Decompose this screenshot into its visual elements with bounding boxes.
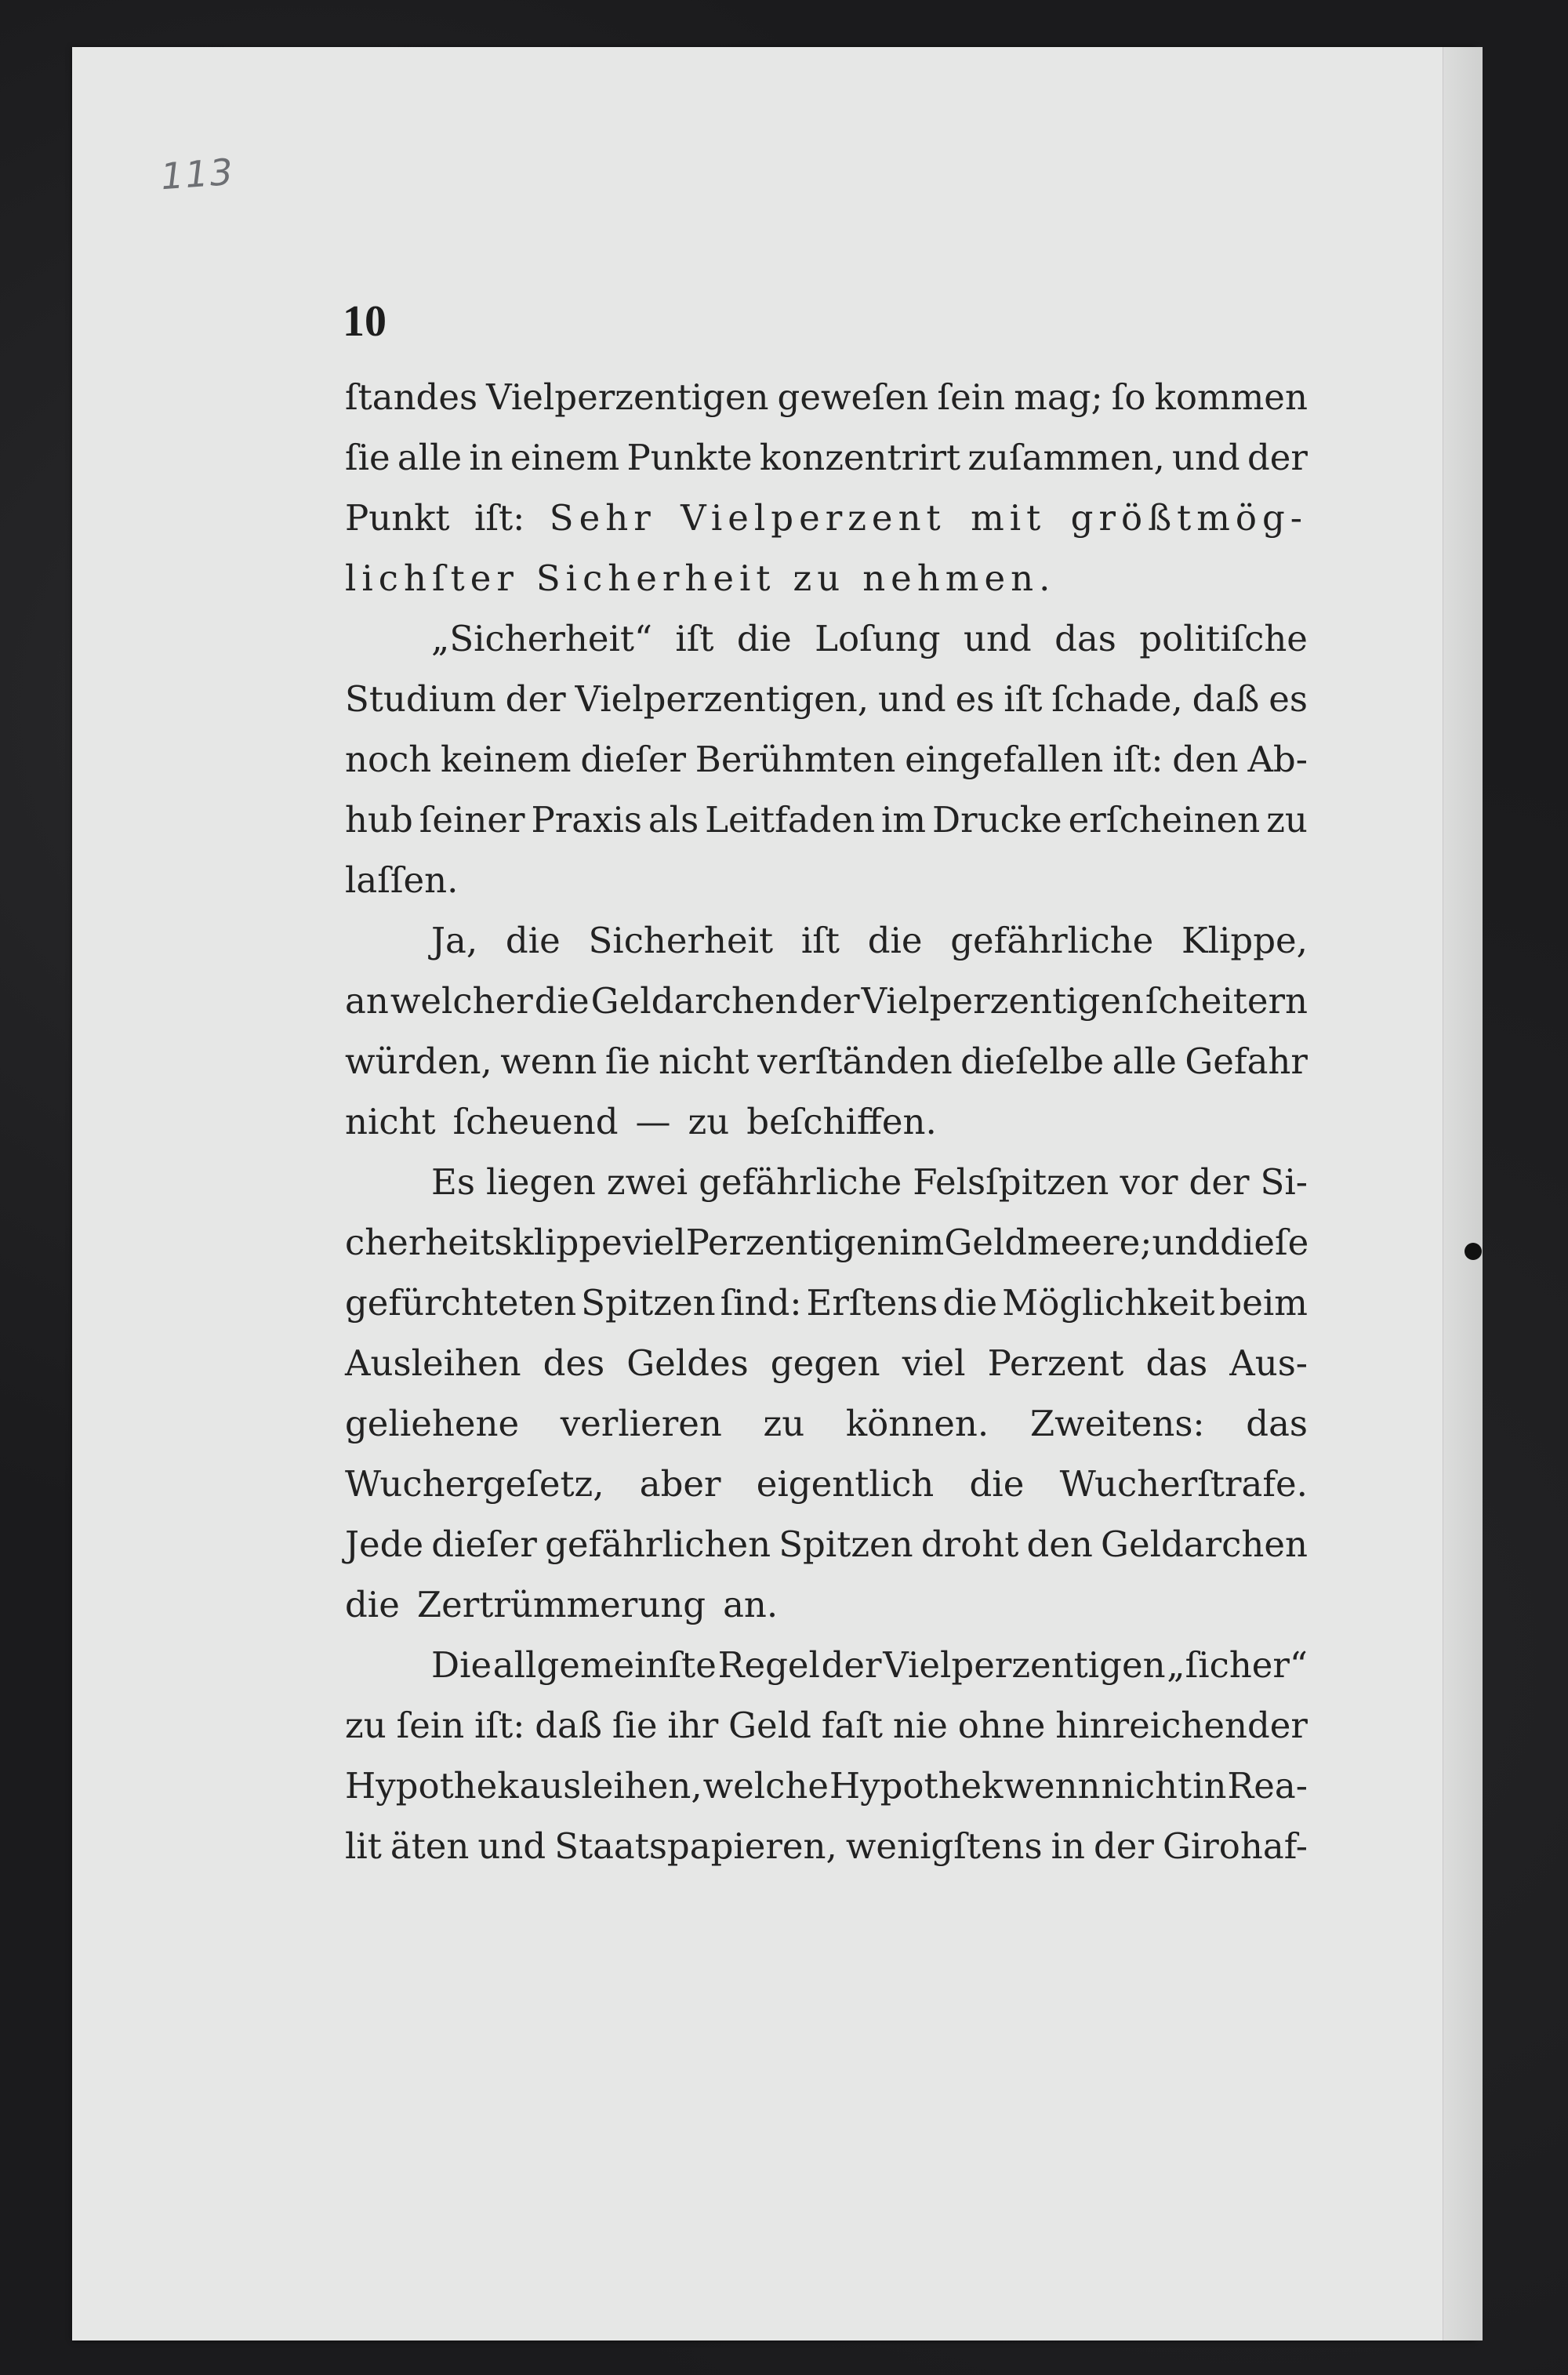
word: Regel — [717, 1644, 820, 1686]
word: die — [345, 1584, 400, 1625]
word: keinem — [441, 739, 572, 780]
word: Jede — [345, 1523, 424, 1565]
word: welcher — [390, 980, 533, 1022]
word: gefürchteten — [345, 1282, 577, 1324]
word: der — [1247, 437, 1308, 478]
word: der — [821, 1644, 882, 1686]
word: Staatspapieren, — [554, 1825, 837, 1867]
word: der — [505, 678, 566, 720]
text-line — [345, 1635, 1308, 1695]
word: Ausleihen — [345, 1342, 521, 1384]
word: Wucherſtrafe. — [1059, 1463, 1308, 1505]
word: des — [543, 1342, 605, 1384]
word: nicht — [345, 1101, 436, 1142]
word: Sicherheit — [535, 557, 776, 599]
word: die — [534, 980, 590, 1022]
word: Zweitens: — [1029, 1403, 1205, 1444]
word: ſie — [345, 437, 390, 478]
word: Geldes — [626, 1342, 749, 1384]
word: wenn — [1004, 1765, 1101, 1807]
binding-hole — [1465, 1243, 1482, 1260]
word: cherheitsklippe — [345, 1222, 622, 1263]
word: ſein — [937, 376, 1006, 418]
word: das — [1054, 618, 1116, 659]
word: ſcheuend — [452, 1101, 619, 1142]
handwritten-folio-number: 113 — [159, 150, 236, 198]
word: dieſer — [431, 1523, 537, 1565]
text-line — [345, 1756, 1308, 1816]
word: und — [1171, 437, 1240, 478]
text-line — [345, 367, 1308, 427]
word: alle — [397, 437, 463, 478]
text-line — [345, 1212, 1308, 1273]
text-line — [345, 1152, 1308, 1212]
word: Aus- — [1229, 1342, 1308, 1384]
word: nicht — [659, 1040, 750, 1082]
word: im — [899, 1222, 945, 1263]
word: Punkte — [626, 437, 753, 478]
word: an. — [723, 1584, 779, 1625]
word: ſein — [396, 1705, 465, 1746]
word: droht — [920, 1523, 1019, 1565]
word: Möglichkeit — [1002, 1282, 1215, 1324]
body-text — [345, 367, 1308, 1876]
word: Klippe, — [1181, 920, 1308, 961]
word: Sicherheit — [588, 920, 774, 961]
word: und — [877, 678, 946, 720]
word: hinreichender — [1055, 1705, 1308, 1746]
word: iſt — [800, 920, 840, 961]
word: die — [505, 920, 561, 961]
word: beim — [1219, 1282, 1308, 1324]
word: das — [1246, 1403, 1308, 1444]
word: größtmög- — [1070, 497, 1308, 539]
word: Spitzen — [581, 1282, 716, 1324]
text-line — [345, 790, 1308, 850]
word: lit — [345, 1825, 382, 1867]
word: äten — [390, 1825, 470, 1867]
word: zu — [1266, 799, 1308, 841]
word: in — [469, 437, 503, 478]
word: Si- — [1260, 1161, 1308, 1203]
word: zu — [763, 1403, 805, 1444]
text-line — [345, 608, 1308, 669]
page-number: 10 — [343, 297, 387, 346]
word: der — [1189, 1161, 1250, 1203]
word: es — [955, 678, 995, 720]
word: Ab- — [1247, 739, 1308, 780]
text-line — [345, 971, 1308, 1031]
word: den — [1026, 1523, 1093, 1565]
word: und — [477, 1825, 546, 1867]
word: gefährlichen — [545, 1523, 771, 1565]
word: ausleihen, — [519, 1765, 702, 1807]
word: daß — [1192, 678, 1260, 720]
word: liegen — [486, 1161, 596, 1203]
word: faſt — [821, 1705, 883, 1746]
word: die — [969, 1463, 1025, 1505]
word: beſchiffen. — [746, 1101, 937, 1142]
word: ſie — [604, 1040, 651, 1082]
word: Vielperzentigen — [486, 376, 769, 418]
text-line — [345, 1091, 1308, 1152]
word: Geldarchen — [590, 980, 798, 1022]
word: Erſtens — [806, 1282, 938, 1324]
text-line — [345, 1514, 1308, 1574]
word: mit — [971, 497, 1047, 539]
word: ſchade, — [1051, 678, 1183, 720]
word: verlieren — [560, 1403, 722, 1444]
word: Hypothek — [345, 1765, 519, 1807]
word: konzentrirt — [759, 437, 961, 478]
word: Praxis — [531, 799, 642, 841]
word: Geldarchen — [1101, 1523, 1308, 1565]
word: viel — [902, 1342, 966, 1384]
word: und — [1152, 1222, 1221, 1263]
word: welche — [702, 1765, 829, 1807]
text-line — [345, 427, 1308, 488]
word: geliehene — [345, 1403, 520, 1444]
word: Die — [431, 1644, 492, 1686]
word: lichſter — [345, 557, 519, 599]
word: nehmen. — [862, 557, 1056, 599]
word: politiſche — [1139, 618, 1308, 659]
word: laſſen. — [345, 859, 459, 901]
text-line — [345, 1695, 1308, 1756]
word: Sehr — [549, 497, 656, 539]
word: Hypothek — [829, 1765, 1004, 1807]
word: in — [1051, 1825, 1085, 1867]
word: Vielperzentigen — [883, 1644, 1166, 1686]
word: Geld — [728, 1705, 811, 1746]
word: kommen — [1154, 376, 1308, 418]
word: „ſicher“ — [1167, 1644, 1308, 1686]
word: würden, — [345, 1040, 492, 1082]
text-line — [345, 1333, 1308, 1393]
word: alle — [1112, 1040, 1177, 1082]
word: Gefahr — [1185, 1040, 1308, 1082]
word: als — [648, 799, 699, 841]
word: die — [736, 618, 792, 659]
word: Wuchergeſetz, — [345, 1463, 604, 1505]
word: noch — [345, 739, 432, 780]
page-edge — [1443, 47, 1483, 2341]
word: Ja, — [431, 920, 478, 961]
word: eigentlich — [756, 1463, 935, 1505]
word: iſt: — [474, 1705, 525, 1746]
word: Felsſpitzen — [913, 1161, 1109, 1203]
word: Girohaf- — [1162, 1825, 1308, 1867]
word: geweſen — [777, 376, 929, 418]
text-line — [345, 1574, 1308, 1635]
word: mag; — [1014, 376, 1103, 418]
word: Spitzen — [779, 1523, 913, 1565]
word: ſtandes — [345, 376, 478, 418]
word: erſcheinen — [1068, 799, 1261, 841]
word: im — [881, 799, 927, 841]
word: eingefallen — [905, 739, 1104, 780]
text-line — [345, 1454, 1308, 1514]
word: Es — [431, 1161, 475, 1203]
word: Studium — [345, 678, 496, 720]
text-line — [345, 488, 1308, 548]
word: viel — [622, 1222, 686, 1263]
word: es — [1269, 678, 1308, 720]
word: — — [635, 1101, 671, 1142]
word: allgemeinſte — [492, 1644, 717, 1686]
word: Drucke — [932, 799, 1062, 841]
word: Berühmten — [695, 739, 896, 780]
word: Vielperzentigen — [861, 980, 1144, 1022]
word: Vielperzentigen, — [575, 678, 869, 720]
word: zu — [688, 1101, 730, 1142]
text-line — [345, 1031, 1308, 1091]
word: zwei — [606, 1161, 688, 1203]
word: iſt — [675, 618, 714, 659]
word: dieſelbe — [960, 1040, 1105, 1082]
word: Leitfaden — [705, 799, 876, 841]
word: Rea- — [1227, 1765, 1308, 1807]
word: dieſer — [580, 739, 687, 780]
word: Zertrümmerung — [416, 1584, 706, 1625]
word: zuſammen, — [967, 437, 1165, 478]
word: iſt: — [474, 497, 525, 539]
word: Punkt — [345, 497, 450, 539]
word: Loſung — [815, 618, 941, 659]
word: der — [1093, 1825, 1154, 1867]
text-line — [345, 910, 1308, 971]
word: und — [963, 618, 1032, 659]
word: iſt: — [1112, 739, 1163, 780]
word: Perzent — [987, 1342, 1124, 1384]
word: daß — [535, 1705, 602, 1746]
word: hub — [345, 799, 413, 841]
word: iſt — [1004, 678, 1043, 720]
text-line — [345, 669, 1308, 729]
word: dieſe — [1220, 1222, 1309, 1263]
word: Geldmeere; — [944, 1222, 1152, 1263]
word: vor — [1120, 1161, 1178, 1203]
text-line — [345, 1273, 1308, 1333]
word: die — [867, 920, 923, 961]
word: verſtänden — [757, 1040, 953, 1082]
text-line — [345, 1393, 1308, 1454]
word: können. — [845, 1403, 989, 1444]
word: gefährliche — [950, 920, 1154, 961]
word: an — [345, 980, 389, 1022]
word: nie — [892, 1705, 948, 1746]
word: ihr — [667, 1705, 719, 1746]
word: das — [1145, 1342, 1208, 1384]
word: „Sicherheit“ — [431, 618, 652, 659]
word: wenn — [500, 1040, 597, 1082]
text-line — [345, 850, 1308, 910]
word: ſo — [1111, 376, 1146, 418]
word: wenigſtens — [845, 1825, 1043, 1867]
word: ſeiner — [419, 799, 525, 841]
word: zu — [793, 557, 846, 599]
word: der — [799, 980, 860, 1022]
word: zu — [345, 1705, 387, 1746]
word: ſind: — [720, 1282, 802, 1324]
word: in — [1192, 1765, 1227, 1807]
word: aber — [639, 1463, 721, 1505]
word: gegen — [770, 1342, 880, 1384]
text-line — [345, 729, 1308, 790]
word: den — [1172, 739, 1239, 780]
word: Perzentigen — [685, 1222, 900, 1263]
word: nicht — [1101, 1765, 1192, 1807]
word: gefährliche — [699, 1161, 902, 1203]
word: ſie — [612, 1705, 658, 1746]
word: ſcheitern — [1145, 980, 1308, 1022]
text-line — [345, 1816, 1308, 1876]
word: ohne — [957, 1705, 1046, 1746]
word: einem — [510, 437, 620, 478]
word: die — [942, 1282, 998, 1324]
word: Vielperzent — [681, 497, 946, 539]
text-line — [345, 548, 1308, 608]
